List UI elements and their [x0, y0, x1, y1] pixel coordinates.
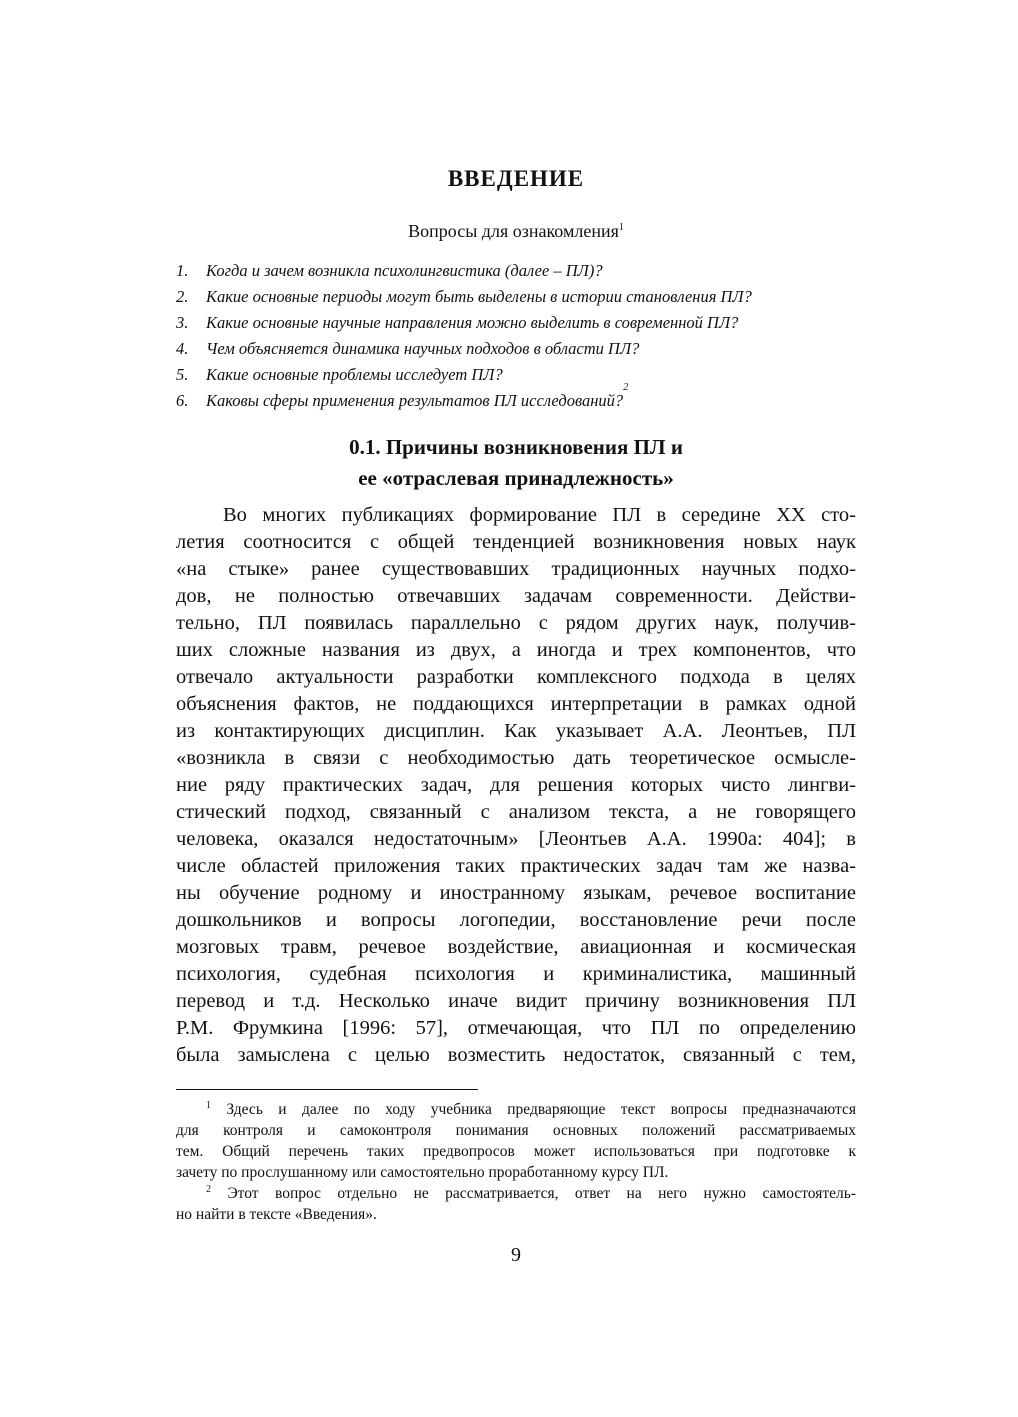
footnote-1 [176, 1099, 856, 1183]
footnote-ref[interactable]: 1 [618, 222, 624, 233]
question-item [176, 258, 876, 284]
question-number: 6. [176, 391, 189, 410]
text-line: стический подход, связанный с анализом текста, а не говорящего [176, 801, 856, 823]
text-line: Р.М. Фрумкина [1996: 57], отмечающая, что ПЛ по определению [176, 1017, 856, 1039]
question-item [176, 310, 876, 336]
question-text: Какие основные проблемы исследует ПЛ? [206, 365, 503, 384]
text-line: человека, оказался недостаточным» [Леонтьев А.А. 1990а: 404]; в [176, 828, 856, 850]
footnote-ref[interactable]: 2 [623, 382, 629, 393]
question-text: Каковы сферы применения результатов ПЛ исследований? [206, 391, 624, 410]
text-line: «на стыке» ранее существовавших традиционных научных подхо- [176, 558, 856, 580]
text-line: ших сложные названия из двух, а иногда и трех компонентов, что [176, 639, 856, 661]
text-line: отвечало актуальности разработки комплексного подхода в целях [176, 666, 856, 688]
text-line: психология, судебная психология и криминалистика, машинный [176, 963, 856, 985]
footnote-line: но найти в тексте «Введения». [176, 1206, 377, 1223]
text-line: дов, не полностью отвечавших задачам современности. Действи- [176, 585, 856, 607]
section-title-line: 0.1. Причины возникновения ПЛ и [349, 435, 683, 459]
question-item [176, 284, 876, 310]
question-item [176, 382, 876, 414]
text-line: перевод и т.д. Несколько иначе видит причину возникновения ПЛ [176, 990, 856, 1012]
text-line: числе областей приложения таких практических задач там же назва- [176, 855, 856, 877]
question-number: 1. [176, 261, 189, 280]
text-line: Во многих публикациях формирование ПЛ в середине XX сто- [223, 504, 856, 526]
footnote-line: $^2$ Этот вопрос отдельно не рассматривается, ответ на него нужно самостоятель- [206, 1183, 857, 1202]
question-item [176, 336, 876, 362]
footnote-line: $^1$ Здесь и далее по ходу учебника предваряющие текст вопросы предназначаются [206, 1099, 856, 1118]
text-line: ние ряду практических задач, для решения которых чисто лингви- [176, 774, 856, 796]
question-number: 4. [176, 339, 189, 358]
section-title [176, 432, 856, 494]
footnote-divider [176, 1089, 478, 1090]
question-text: Какие основные научные направления можно выделить в современной ПЛ? [206, 313, 739, 332]
questions-heading [176, 221, 856, 242]
question-number: 3. [176, 313, 189, 332]
questions-heading-text: Вопросы для ознакомления [408, 221, 619, 241]
text-line: ны обучение родному и иностранному языкам, речевое воспитание [176, 882, 856, 904]
footnote-mark: 1 [206, 1099, 211, 1111]
footnote-2 [176, 1183, 856, 1225]
section-title-line: ее «отраслевая принадлежность» [358, 466, 674, 490]
footnote-line: тем. Общий перечень таких предвопросов может использоваться при подготовке к [176, 1143, 856, 1160]
question-item [176, 362, 876, 388]
footnote-line: зачету по прослушанному или самостоятельно проработанному курсу ПЛ. [176, 1164, 669, 1181]
body-paragraph [176, 502, 856, 1069]
text-line: из контактирующих дисциплин. Как указывает А.А. Леонтьев, ПЛ [176, 720, 856, 742]
text-line: объяснения фактов, не поддающихся интерпретации в рамках одной [176, 693, 856, 715]
footnote-line: для контроля и самоконтроля понимания основных положений рассматриваемых [176, 1122, 856, 1139]
question-number: 5. [176, 365, 189, 384]
question-number: 2. [176, 287, 189, 306]
text-line: тельно, ПЛ появилась параллельно с рядом других наук, получив- [176, 612, 856, 634]
text-line: дошкольников и вопросы логопедии, восстановление речи после [176, 909, 856, 931]
text-line: «возникла в связи с необходимостью дать теоретическое осмысле- [176, 747, 856, 769]
page-number: 9 [511, 1244, 521, 1266]
footnote-mark: 2 [206, 1183, 211, 1195]
question-text: Какие основные периоды могут быть выделены в истории становления ПЛ? [206, 287, 752, 306]
footnotes [176, 1099, 856, 1225]
text-line: была замыслена с целью возместить недостаток, связанный с тем, [176, 1044, 856, 1066]
question-text: Когда и зачем возникла психолингвистика (далее – ПЛ)? [206, 261, 603, 280]
question-text: Чем объясняется динамика научных подходов в области ПЛ? [206, 339, 640, 358]
text-line: летия соотносится с общей тенденцией возникновения новых наук [176, 531, 856, 553]
text-line: мозговых травм, речевое воздействие, авиационная и космическая [176, 936, 856, 958]
questions-list [176, 258, 876, 414]
chapter-title: ВВЕДЕНИЕ [447, 166, 585, 191]
